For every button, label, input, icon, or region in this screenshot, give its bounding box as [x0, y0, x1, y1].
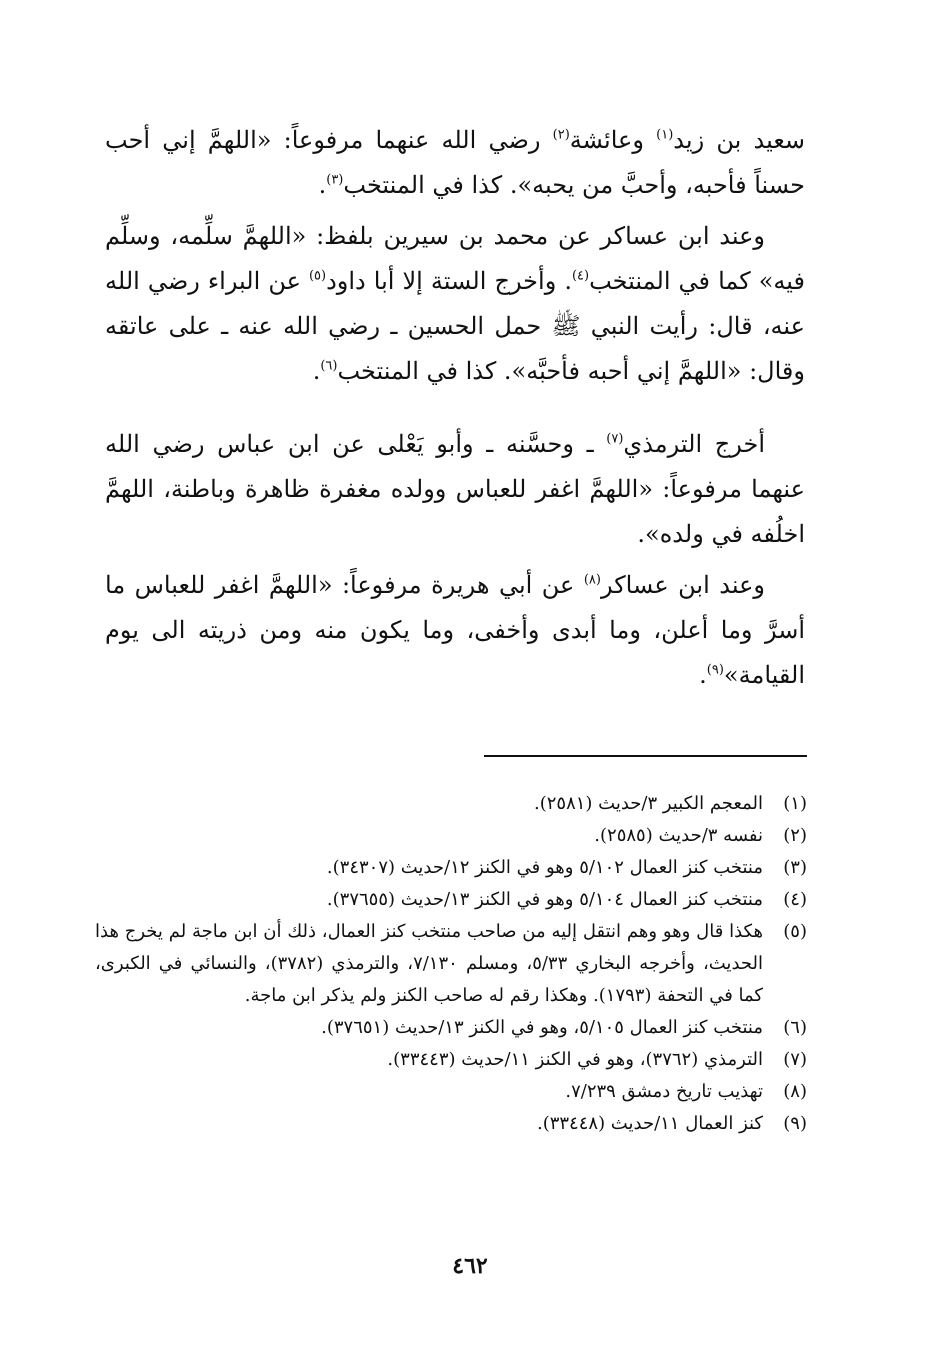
footnote-number: (٧) [783, 1049, 807, 1070]
footnote-text: الترمذي (٣٧٦٢)، وهو في الكنز ١١/حديث (٣٣٤٤٣). [387, 1049, 763, 1070]
footnote-8 [95, 1076, 807, 1108]
footnote-number: (٨) [783, 1081, 807, 1102]
footnote-5 [95, 916, 807, 1012]
footnote-ref-1[interactable]: (١) [656, 127, 674, 143]
footnote-ref-9[interactable]: (٩) [706, 662, 724, 678]
footnotes [95, 788, 807, 1140]
footnote-text: المعجم الكبير ٣/حديث (٢٥٨١). [533, 793, 763, 814]
footnote-9 [95, 1108, 807, 1140]
footnote-6 [95, 1012, 807, 1044]
footnote-ref-7[interactable]: (٧) [606, 431, 624, 447]
footnote-text: نفسه ٣/حديث (٢٥٨٥). [594, 825, 763, 846]
footnote-text: كنز العمال ١١/حديث (٣٣٤٤٨). [536, 1113, 763, 1134]
footnote-ref-4[interactable]: (٤) [571, 268, 590, 284]
footnote-ref-6[interactable]: (٦) [320, 358, 338, 374]
footnote-number: (٤) [783, 889, 807, 910]
footnote-number: (٢) [783, 825, 807, 846]
footnote-2 [95, 820, 807, 852]
footnote-number: (٣) [783, 857, 807, 878]
footnote-divider [484, 755, 807, 757]
footnote-3 [95, 852, 807, 884]
footnote-1 [95, 788, 807, 820]
footnote-number: (١) [783, 793, 807, 814]
footnote-text: تهذيب تاريخ دمشق ٧/٢٣٩. [565, 1081, 763, 1102]
page-number: ٤٦٢ [452, 1253, 488, 1279]
footnote-ref-5[interactable]: (٥) [308, 268, 327, 284]
footnote-ref-3[interactable]: (٣) [326, 172, 344, 188]
footnote-text: منتخب كنز العمال ٥/١٠٤ وهو في الكنز ١٣/حديث (٣٧٦٥٥). [326, 889, 763, 910]
footnote-number: (٩) [783, 1113, 807, 1134]
paragraph-1: سعيد بن زيد$^{(١)}$ وعائشة$^{(٢)}$ رضي الله عنهما مرفوعاً: «اللهمَّ إني أحب حسناً فأحبه، وأحبَّ من يحبه». كذا في المنتخب$^{(٣)}$. [105, 126, 806, 199]
footnote-ref-8[interactable]: (٨) [583, 572, 601, 588]
footnote-text: منتخب كنز العمال ٥/١٠٥، وهو في الكنز ١٣/حديث (٣٧٦٥١). [321, 1017, 763, 1038]
main-text [105, 118, 805, 698]
paragraph-2: وعند ابن عساكر عن محمد بن سيرين بلفظ: «اللهمَّ سلِّمه، وسلِّم فيه» كما في المنتخب$^{(٤)}$. وأخرج الستة إلا أبا داود$^{(٥)}$ عن البراء رضي الله عنه، قال: رأيت النبي ﷺ حمل الحسين ـ رضي الله عنه ـ على عاتقه وقال: «اللهمَّ إني أحبه فأحبَّه». كذا في المنتخب$^{(٦)}$. [105, 222, 806, 385]
footnote-7 [95, 1044, 807, 1076]
footnote-text: هكذا قال وهو وهم انتقل إليه من صاحب منتخب كنز العمال، ذلك أن ابن ماجة لم يخرج هذا الحديث، وأخرجه البخاري ٥/٣٣، ومسلم ٧/١٣٠، والترمذي (٣٧٨٢)، والنسائي في الكبرى، كما في التحفة (١٧٩٣). وهكذا رقم له صاحب الكنز ولم يذكر ابن ماجة. [95, 921, 763, 1006]
paragraph-3: أخرج الترمذي$^{(٧)}$ ـ وحسَّنه ـ وأبو يَعْلى عن ابن عباس رضي الله عنهما مرفوعاً: «اللهمَّ اغفر للعباس وولده مغفرة ظاهرة وباطنة، اللهمَّ اخلُفه في ولده». [105, 430, 805, 548]
footnote-4 [95, 884, 807, 916]
footnote-ref-2[interactable]: (٢) [552, 127, 570, 143]
footnote-text: منتخب كنز العمال ٥/١٠٢ وهو في الكنز ١٢/حديث (٣٤٣٠٧). [326, 857, 763, 878]
footnote-number: (٦) [783, 1017, 807, 1038]
paragraph-4: وعند ابن عساكر$^{(٨)}$ عن أبي هريرة مرفوعاً: «اللهمَّ اغفر للعباس ما أسرَّ وما أعلن، وما أبدى وأخفى، وما يكون منه ومن ذريته الى يوم القيامة»$^{(٩)}$. [105, 571, 805, 689]
footnote-number: (٥) [783, 921, 807, 942]
